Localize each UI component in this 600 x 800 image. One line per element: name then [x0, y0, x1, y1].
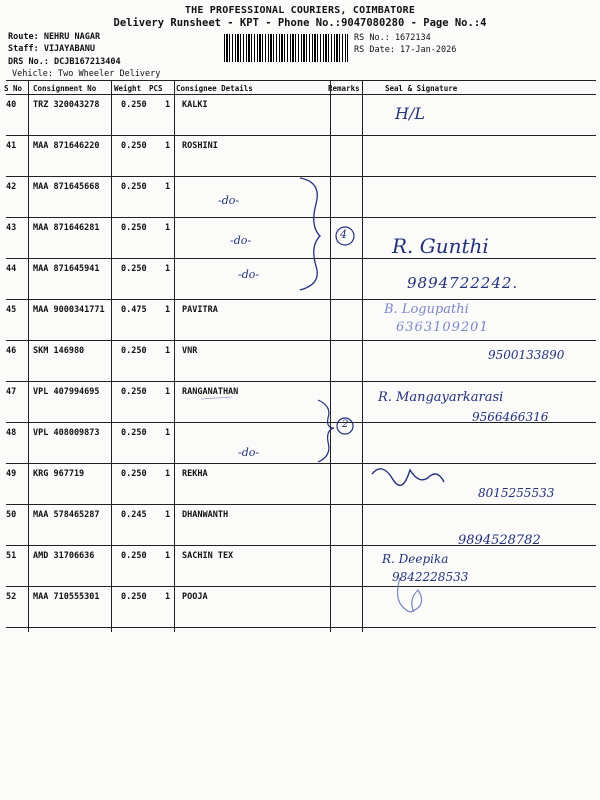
row-weight: 0.250: [121, 264, 147, 274]
row-consignment-no: VPL 408009873: [33, 428, 100, 438]
row-consignment-no: MAA 578465287: [33, 510, 100, 520]
row-consignee: REKHA: [182, 469, 208, 479]
table-row: [6, 136, 596, 177]
row-consignee: RANGANATHAN: [182, 387, 239, 397]
ditto-mark-42: -do-: [218, 194, 240, 207]
row-pcs: 1: [165, 510, 171, 520]
table-row: [6, 300, 596, 341]
row-sno: 52: [6, 592, 17, 602]
phone-49: 8015255533: [478, 486, 555, 500]
vehicle-label: Vehicle: Two Wheeler Delivery: [12, 69, 161, 79]
row-consignee: POOJA: [182, 592, 208, 602]
row-sno: 47: [6, 387, 17, 397]
staff-label: Staff: VIJAYABANU: [8, 44, 95, 54]
row-consignee: VNR: [182, 346, 198, 356]
signature-45: B. Logupathi: [384, 302, 469, 317]
row-weight: 0.245: [121, 510, 147, 520]
phone-47: 9566466316: [472, 410, 549, 424]
table-row: [6, 423, 596, 464]
route-label: Route: NEHRU NAGAR: [8, 32, 101, 42]
row-weight: 0.250: [121, 469, 147, 479]
phone-46: 9500133890: [488, 348, 565, 362]
company-title: THE PROFESSIONAL COURIERS, COIMBATORE: [184, 5, 416, 16]
row-consignment-no: MAA 9000341771: [33, 305, 105, 315]
row-consignment-no: AMD 31706636: [33, 551, 95, 561]
row-weight: 0.250: [121, 428, 147, 438]
row-pcs: 1: [165, 387, 171, 397]
row-weight: 0.250: [121, 551, 147, 561]
col-header-weight: Weight: [114, 84, 142, 93]
row-sno: 42: [6, 182, 17, 192]
col-header-pcs: PCS: [149, 84, 163, 93]
row-sno: 50: [6, 510, 17, 520]
row-sno: 40: [6, 100, 17, 110]
row-consignment-no: KRG 967719: [33, 469, 85, 479]
phone-44: 9894722242.: [407, 274, 519, 292]
row-weight: 0.250: [121, 141, 147, 151]
row-pcs: 1: [165, 551, 171, 561]
row-pcs: 1: [165, 305, 171, 315]
col-header-consignment: Consignment No: [33, 84, 97, 93]
row-pcs: 1: [165, 141, 171, 151]
row-weight: 0.250: [121, 592, 147, 602]
row-pcs: 1: [165, 469, 171, 479]
row-consignee: KALKI: [182, 100, 208, 110]
signature-40: H/L: [395, 104, 425, 123]
row-pcs: 1: [165, 592, 171, 602]
row-consignment-no: MAA 871646281: [33, 223, 100, 233]
row-weight: 0.250: [121, 387, 147, 397]
ditto-mark-48: -do-: [238, 446, 260, 459]
ditto-mark-44: -do-: [238, 268, 260, 281]
table-row: [6, 95, 596, 136]
rs-date: RS Date: 17-Jan-2026: [354, 45, 457, 55]
row-sno: 46: [6, 346, 17, 356]
phone-50: 9894528782: [458, 533, 541, 548]
row-pcs: 1: [165, 264, 171, 274]
barcode: [224, 34, 348, 62]
row-consignment-no: MAA 871645941: [33, 264, 100, 274]
row-consignment-no: SKM 146980: [33, 346, 85, 356]
row-pcs: 1: [165, 223, 171, 233]
col-header-remarks: Remarks: [328, 84, 360, 93]
row-sno: 45: [6, 305, 17, 315]
row-consignment-no: MAA 710555301: [33, 592, 100, 602]
row-consignment-no: MAA 871645668: [33, 182, 100, 192]
table-row: [6, 177, 596, 218]
row-pcs: 1: [165, 100, 171, 110]
row-sno: 48: [6, 428, 17, 438]
row-consignment-no: MAA 871646220: [33, 141, 100, 151]
col-header-seal: Seal & Signature: [385, 84, 458, 93]
row-weight: 0.250: [121, 346, 147, 356]
row-consignee: SACHIN TEX: [182, 551, 234, 561]
signature-47: R. Mangayarkarasi: [378, 390, 504, 405]
row-consignee: PAVITRA: [182, 305, 218, 315]
row-weight: 0.250: [121, 182, 147, 192]
row-pcs: 1: [165, 428, 171, 438]
row-consignment-no: VPL 407994695: [33, 387, 100, 397]
row-pcs: 1: [165, 182, 171, 192]
signature-51: R. Deepika: [382, 552, 449, 566]
row-consignee: ROSHINI: [182, 141, 218, 151]
row-consignment-no: TRZ 320043278: [33, 100, 100, 110]
runsheet-subtitle: Delivery Runsheet - KPT - Phone No.:9047080280 - Page No.:4: [113, 17, 487, 29]
group-count-2: 2: [342, 419, 349, 430]
col-header-consignee: Consignee Details: [176, 84, 253, 93]
table-row: [6, 218, 596, 259]
phone-45: 6363109201: [396, 320, 489, 335]
rs-number: RS No.: 1672134: [354, 33, 431, 43]
phone-51: 9842228533: [392, 570, 469, 584]
row-weight: 0.250: [121, 100, 147, 110]
row-sno: 44: [6, 264, 17, 274]
row-sno: 43: [6, 223, 17, 233]
row-weight: 0.250: [121, 223, 147, 233]
signature-43: R. Gunthi: [392, 234, 489, 258]
table-top-rule: [6, 80, 596, 81]
row-sno: 49: [6, 469, 17, 479]
row-pcs: 1: [165, 346, 171, 356]
row-weight: 0.475: [121, 305, 147, 315]
group-count-4: 4: [340, 228, 347, 241]
row-sno: 51: [6, 551, 17, 561]
row-consignee: DHANWANTH: [182, 510, 229, 520]
col-header-sno: S No: [4, 84, 23, 93]
table-row: [6, 587, 596, 628]
ditto-mark-43: -do-: [230, 234, 252, 247]
table-row: [6, 546, 596, 587]
row-sno: 41: [6, 141, 17, 151]
drs-number: DRS No.: DCJB167213404: [8, 57, 121, 67]
